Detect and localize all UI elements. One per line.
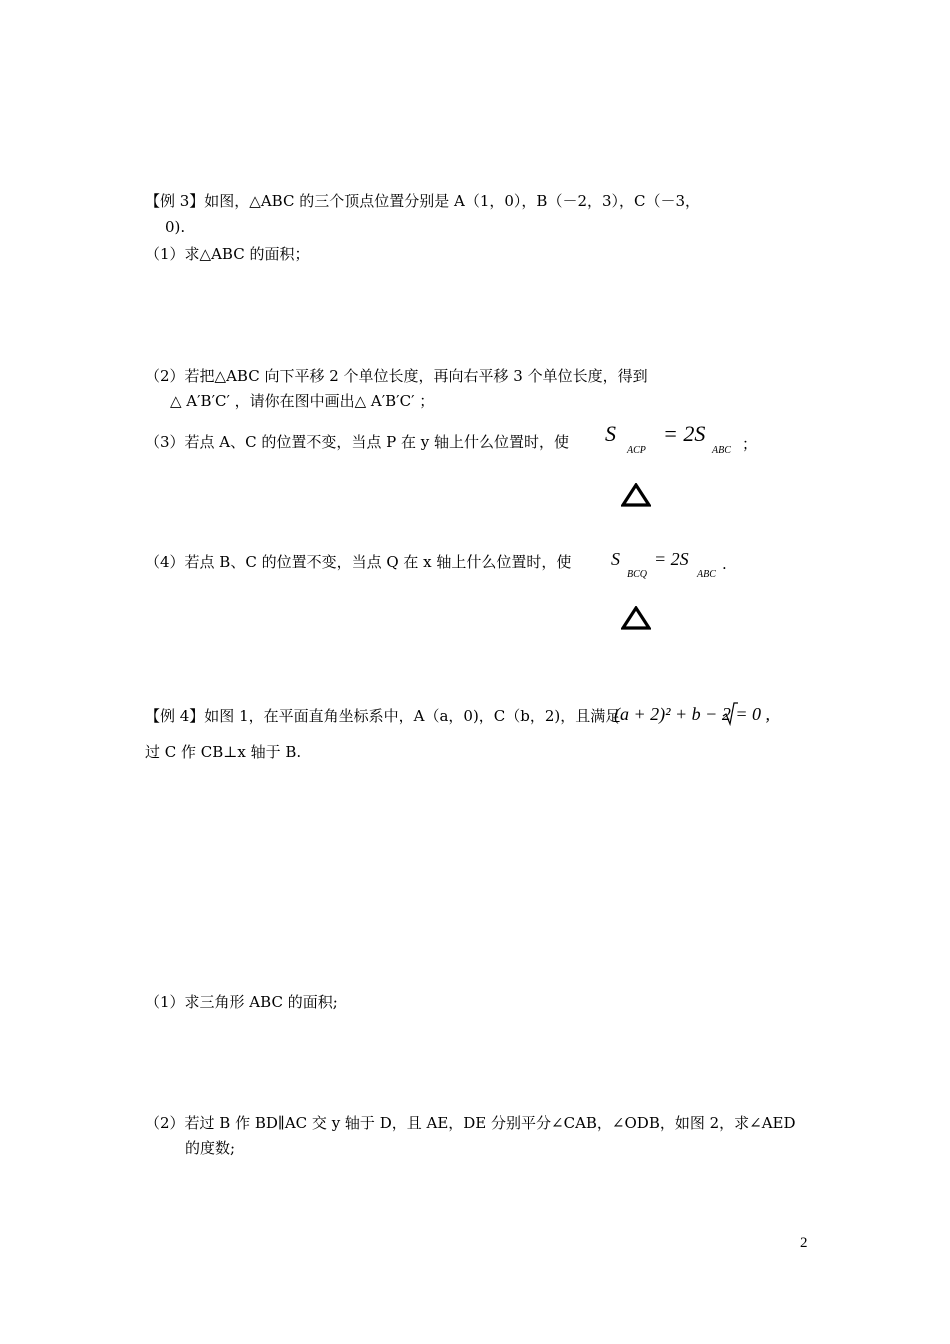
ex3-q3-eq: = 2S: [663, 421, 706, 446]
ex3-line1: 【例 3】如图，△ABC 的三个顶点位置分别是 A（1，0），B（－2，3），C（－3，: [145, 192, 701, 210]
ex3-q2-line1: （2）若把△ABC 向下平移 2 个单位长度，再向右平移 3 个单位长度，得到: [145, 367, 648, 385]
ex4-q2-line1: （2）若过 B 作 BD∥AC 交 y 轴于 D，且 AE，DE 分别平分∠CAB，∠ODB，如图 2，求∠AED: [145, 1114, 796, 1132]
ex3-q3-S: S: [605, 421, 616, 446]
ex3-q3-end: ；: [742, 435, 758, 453]
ex3-q4-S: S: [611, 549, 620, 569]
ex3-q4-sub2: ABC: [697, 569, 716, 580]
ex3-q4-text: （4）若点 B、C 的位置不变，当点 Q 在 x 轴上什么位置时，使: [145, 553, 572, 571]
ex4-q2-line2: 的度数;: [185, 1139, 236, 1157]
ex3-q3-sub1: ACP: [627, 445, 646, 456]
ex3-q1: （1）求△ABC 的面积；: [145, 245, 310, 263]
ex4-line1: 【例 4】如图 1，在平面直角坐标系中，A（a，0)，C（b，2)，且满足: [145, 707, 621, 725]
ex3-line2: 0).: [165, 218, 186, 236]
ex4-q1: （1）求三角形 ABC 的面积;: [145, 993, 338, 1011]
ex4-line2: 过 C 作 CB⊥x 轴于 B.: [145, 743, 302, 761]
ex3-q4-eq: = 2S: [654, 549, 689, 569]
ex3-q2-line2: △ A′B′C′ ，请你在图中画出△ A′B′C′ ；: [170, 392, 435, 410]
page-number: 2: [800, 1235, 808, 1251]
ex3-q4-sub1: BCQ: [627, 569, 647, 580]
ex3-q4-end: .: [722, 555, 727, 573]
ex3-q3-sub2: ABC: [712, 445, 731, 456]
ex4-equation: (a + 2)² + b − 2 = 0 ,: [614, 704, 770, 724]
ex3-q3-text: （3）若点 A、C 的位置不变，当点 P 在 y 轴上什么位置时，使: [145, 433, 570, 451]
